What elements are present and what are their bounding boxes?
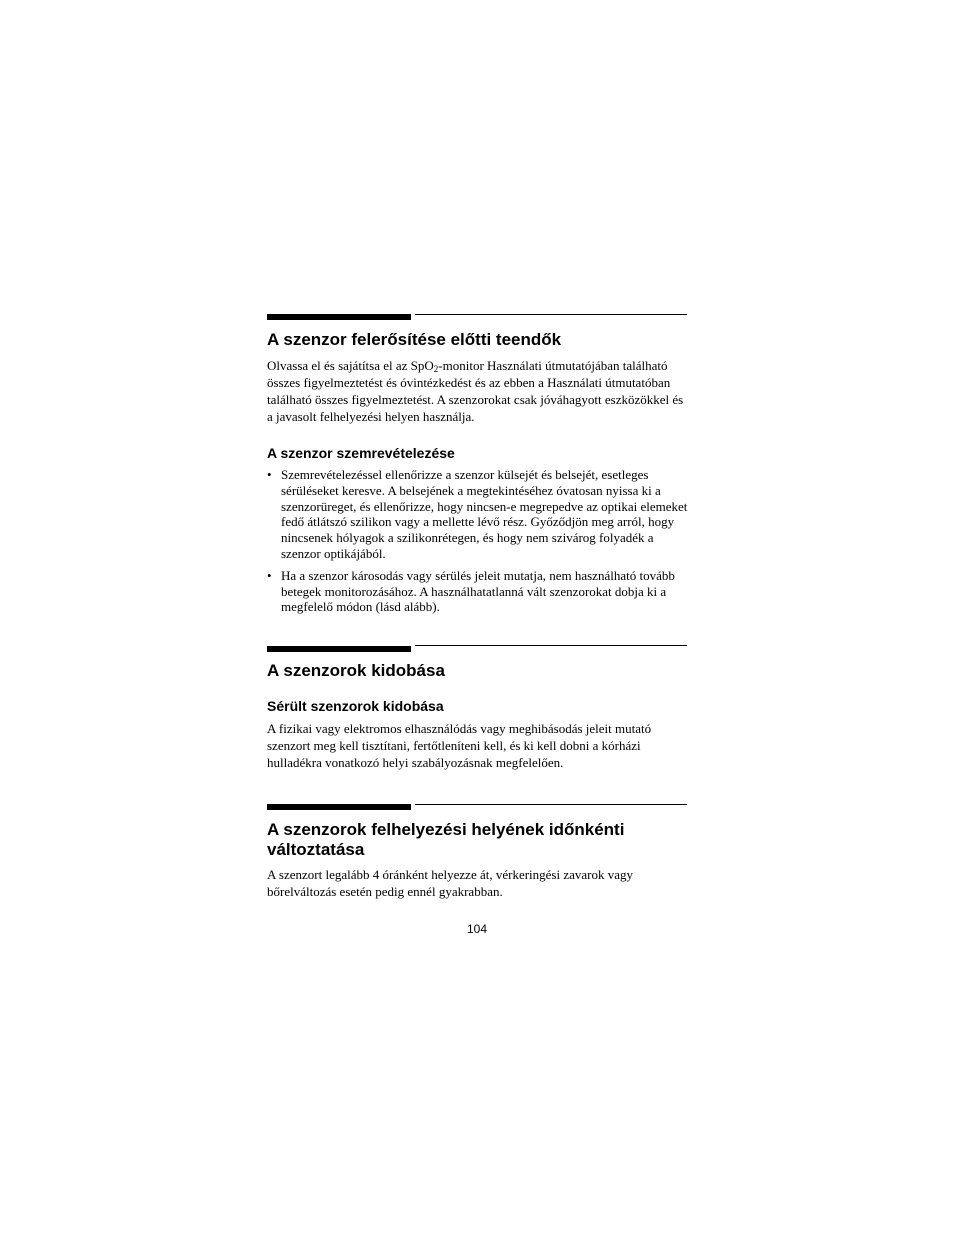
- section-title: A szenzorok kidobása: [267, 661, 445, 680]
- subsection-title: A szenzor szemrevételezése: [267, 445, 455, 461]
- section-title: A szenzor felerősítése előtti teendők: [267, 330, 562, 349]
- section-rule-thick: [267, 314, 411, 320]
- list-item: [267, 467, 689, 562]
- list-item-text: Ha a szenzor károsodás vagy sérülés jeleit mutatja, nem használható tovább betegek monitorozásához. A használhatatlanná vált szenzorokat dobja ki a megfelelő módon (lásd alább).: [281, 567, 675, 615]
- section-rule-thin: [415, 645, 687, 646]
- bullet-icon: •: [267, 467, 272, 482]
- section-intro-paragraph: [267, 357, 689, 425]
- section-title: A szenzorok felhelyezési helyének időnkénti változtatása: [267, 820, 625, 859]
- bullet-icon: •: [267, 567, 272, 583]
- section-rule-thin: [415, 804, 687, 805]
- section-paragraph: A szenzort legalább 4 óránként helyezze át, vérkeringési zavarok vagy bőrelváltozás esetén pedig ennél gyakrabban.: [267, 867, 633, 899]
- page-number: 104: [466, 922, 488, 936]
- list-item: [267, 568, 689, 615]
- section-paragraph: A fizikai vagy elektromos elhasználódás vagy meghibásodás jeleit mutató szenzort meg kell tisztítani, fertőtleníteni kell, és ki kell dobni a kórházi hulladékra vonatkozó helyi szabályozásnak megfelelően.: [267, 721, 652, 770]
- intro-subscript: 2: [433, 364, 439, 374]
- section-rule-thin: [415, 314, 687, 315]
- subsection-title: Sérült szenzorok kidobása: [267, 698, 444, 714]
- inspection-bullet-list: [267, 467, 689, 615]
- list-item-text: Szemrevételezéssel ellenőrizze a szenzor külsejét és belsejét, esetleges sérüléseket keresve. A belsejének a megtekintéséhez óvatosan nyissa ki a szenzorüreget, és ellenőrizze, hogy nincsen-e megrepedve az optikai elemeket fedő átlátszó szilikon vagy a mellette lévő rész. Győződjön meg arról, hogy nincsenek hólyagok a szilikonrétegen, és hogy nem szivárog folyadék a szenzor optikájából.: [281, 467, 688, 561]
- intro-text-part2: -monitor Használati útmutatójában található összes figyelmeztetést és óvintézkedést és az ebben a Használati útmutatóban található összes figyelmeztetést. A szenzorokat csak jóváhagyott eszközökkel és a javasolt felhelyezési helyen használja.: [267, 358, 684, 424]
- intro-text-part1: Olvassa el és sajátítsa el az SpO: [267, 358, 434, 373]
- section-rule-thick: [267, 646, 411, 652]
- section-rule-thick: [267, 804, 411, 810]
